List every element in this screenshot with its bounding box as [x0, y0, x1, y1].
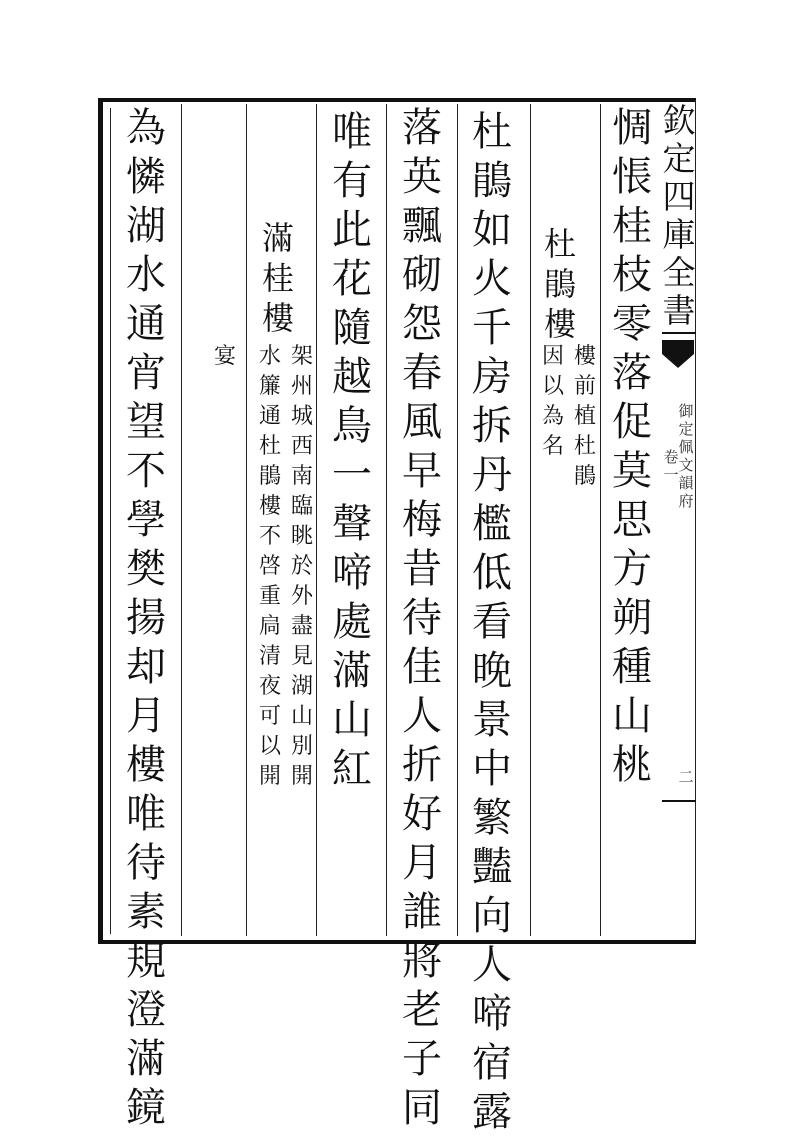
margin-rule — [662, 800, 696, 802]
text-column-5 — [330, 109, 374, 798]
glyph: 通 — [126, 301, 166, 347]
glyph: 扃 — [258, 614, 281, 639]
glyph: 人 — [472, 942, 512, 988]
glyph: 檻 — [472, 501, 512, 547]
glyph: 湖 — [290, 674, 313, 699]
note-column-left — [540, 346, 566, 466]
glyph: 滿 — [261, 219, 294, 257]
margin-page-number — [676, 770, 696, 788]
note-column-left — [258, 346, 282, 796]
glyph: 杜 — [573, 434, 596, 459]
glyph: 將 — [402, 938, 442, 984]
glyph: 杜 — [472, 109, 512, 155]
glyph: 素 — [126, 889, 166, 935]
glyph: 府 — [678, 492, 694, 510]
glyph: 別 — [290, 734, 313, 759]
text-column-8 — [124, 105, 168, 1137]
glyph: 揚 — [126, 595, 166, 641]
glyph: 樓 — [573, 344, 596, 369]
glyph: 中 — [472, 746, 512, 792]
text-column-1 — [610, 105, 654, 794]
glyph: 四 — [662, 177, 696, 216]
glyph: 前 — [573, 374, 596, 399]
column-rule — [316, 104, 317, 936]
heading-du-juan-lou — [540, 225, 580, 348]
glyph: 唯 — [332, 109, 372, 155]
glyph: 為 — [541, 404, 564, 429]
glyph: 火 — [472, 256, 512, 302]
glyph: 西 — [290, 434, 313, 459]
glyph: 繁 — [472, 795, 512, 841]
glyph: 樊 — [126, 546, 166, 592]
glyph: 桂 — [261, 259, 294, 297]
note-column-end — [212, 346, 238, 376]
heading-man-gui-lou — [258, 219, 298, 342]
glyph: 啼 — [332, 550, 372, 596]
glyph: 望 — [126, 399, 166, 445]
glyph: 早 — [402, 448, 442, 494]
glyph: 鵑 — [472, 158, 512, 204]
glyph: 越 — [332, 354, 372, 400]
column-rule — [530, 104, 531, 936]
column-rule — [246, 104, 247, 936]
glyph: 同 — [402, 1085, 442, 1131]
glyph: 却 — [126, 644, 166, 690]
glyph: 景 — [472, 697, 512, 743]
margin-book-title — [662, 101, 696, 332]
column-rule — [386, 104, 387, 936]
glyph: 露 — [472, 1089, 512, 1135]
glyph: 千 — [472, 305, 512, 351]
glyph: 水 — [258, 344, 281, 369]
glyph: 好 — [402, 791, 442, 837]
note-column-right — [290, 346, 314, 796]
glyph: 風 — [402, 399, 442, 445]
fish-tail-mark — [662, 340, 694, 380]
glyph: 低 — [472, 550, 512, 596]
glyph: 樓 — [258, 494, 281, 519]
glyph: 誰 — [402, 889, 442, 935]
glyph: 如 — [472, 207, 512, 253]
glyph: 思 — [612, 497, 652, 543]
glyph: 砌 — [402, 252, 442, 298]
glyph: 此 — [332, 207, 372, 253]
glyph: 全 — [662, 253, 696, 292]
glyph: 零 — [612, 301, 652, 347]
glyph: 種 — [612, 644, 652, 690]
glyph: 宵 — [126, 350, 166, 396]
glyph: 州 — [290, 374, 313, 399]
glyph: 御 — [678, 402, 694, 420]
glyph: 欽 — [662, 101, 696, 140]
glyph: 佳 — [402, 644, 442, 690]
glyph: 促 — [612, 399, 652, 445]
glyph: 豔 — [472, 844, 512, 890]
column-rule — [181, 104, 182, 936]
glyph: 山 — [612, 693, 652, 739]
glyph: 落 — [402, 105, 442, 151]
glyph: 待 — [126, 840, 166, 886]
glyph: 人 — [402, 693, 442, 739]
glyph: 不 — [126, 448, 166, 494]
glyph: 可 — [258, 704, 281, 729]
glyph: 於 — [290, 554, 313, 579]
glyph: 規 — [126, 938, 166, 984]
glyph: 因 — [541, 344, 564, 369]
glyph: 定 — [678, 420, 694, 438]
note-column-right — [572, 346, 598, 496]
glyph: 庫 — [662, 215, 696, 254]
glyph: 月 — [402, 840, 442, 886]
glyph: 滿 — [126, 1036, 166, 1082]
text-column-4 — [400, 105, 444, 1137]
glyph: 文 — [678, 456, 694, 474]
glyph: 莫 — [612, 448, 652, 494]
glyph: 眺 — [290, 524, 313, 549]
glyph: 杜 — [258, 434, 281, 459]
glyph: 南 — [290, 464, 313, 489]
page-border — [98, 98, 696, 944]
glyph: 待 — [402, 595, 442, 641]
glyph: 房 — [472, 354, 512, 400]
glyph: 開 — [258, 764, 281, 789]
margin-juan — [664, 450, 678, 486]
glyph: 名 — [541, 434, 564, 459]
margin-rule — [662, 332, 696, 334]
glyph: 水 — [126, 252, 166, 298]
glyph: 見 — [290, 644, 313, 669]
glyph: 宿 — [472, 1040, 512, 1086]
column-rule — [600, 104, 601, 936]
glyph: 鵑 — [543, 265, 576, 303]
column-rule — [457, 104, 458, 936]
glyph: 重 — [258, 584, 281, 609]
margin-book-name — [676, 404, 696, 512]
glyph: 夜 — [258, 674, 281, 699]
glyph: 卷 — [663, 448, 679, 466]
glyph: 啼 — [472, 991, 512, 1037]
glyph: 植 — [573, 404, 596, 429]
glyph: 鵑 — [258, 464, 281, 489]
glyph: 以 — [541, 374, 564, 399]
glyph: 佩 — [678, 438, 694, 456]
glyph: 湖 — [126, 203, 166, 249]
glyph: 杜 — [543, 225, 576, 263]
glyph: 春 — [402, 350, 442, 396]
glyph: 一 — [663, 466, 679, 484]
glyph: 為 — [126, 105, 166, 151]
glyph: 樓 — [261, 299, 294, 337]
glyph: 怨 — [402, 301, 442, 347]
glyph: 鳥 — [332, 403, 372, 449]
glyph: 學 — [126, 497, 166, 543]
glyph: 澄 — [126, 987, 166, 1033]
glyph: 一 — [332, 452, 372, 498]
glyph: 老 — [402, 987, 442, 1033]
glyph: 丹 — [472, 452, 512, 498]
glyph: 子 — [402, 1036, 442, 1082]
glyph: 朔 — [612, 595, 652, 641]
glyph: 臨 — [290, 494, 313, 519]
glyph: 花 — [332, 256, 372, 302]
glyph: 飄 — [402, 203, 442, 249]
glyph: 向 — [472, 893, 512, 939]
glyph: 唯 — [126, 791, 166, 837]
glyph: 桂 — [612, 203, 652, 249]
glyph: 憐 — [126, 154, 166, 200]
glyph: 清 — [258, 644, 281, 669]
glyph: 昔 — [402, 546, 442, 592]
glyph: 架 — [290, 344, 313, 369]
glyph: 啓 — [258, 554, 281, 579]
glyph: 樓 — [126, 742, 166, 788]
glyph: 通 — [258, 404, 281, 429]
glyph: 聲 — [332, 501, 372, 547]
glyph: 滿 — [332, 648, 372, 694]
glyph: 盡 — [290, 614, 313, 639]
glyph: 晚 — [472, 648, 512, 694]
inner-border-line — [110, 108, 111, 934]
glyph: 看 — [472, 599, 512, 645]
glyph: 簾 — [258, 374, 281, 399]
glyph: 處 — [332, 599, 372, 645]
glyph: 山 — [290, 704, 313, 729]
glyph: 梅 — [402, 497, 442, 543]
glyph: 方 — [612, 546, 652, 592]
glyph: 二 — [678, 768, 694, 786]
glyph: 不 — [258, 524, 281, 549]
glyph: 樓 — [543, 305, 576, 343]
glyph: 隨 — [332, 305, 372, 351]
glyph: 英 — [402, 154, 442, 200]
glyph: 落 — [612, 350, 652, 396]
glyph: 宴 — [213, 344, 236, 369]
glyph: 開 — [290, 764, 313, 789]
glyph: 鵑 — [573, 464, 596, 489]
glyph: 以 — [258, 734, 281, 759]
glyph: 定 — [662, 139, 696, 178]
glyph: 月 — [126, 693, 166, 739]
glyph: 鏡 — [126, 1085, 166, 1131]
text-column-3 — [470, 109, 514, 1141]
glyph: 有 — [332, 158, 372, 204]
glyph: 惆 — [612, 105, 652, 151]
glyph: 桃 — [612, 742, 652, 788]
glyph: 紅 — [332, 746, 372, 792]
glyph: 折 — [402, 742, 442, 788]
glyph: 拆 — [472, 403, 512, 449]
glyph: 城 — [290, 404, 313, 429]
glyph: 山 — [332, 697, 372, 743]
glyph: 悵 — [612, 154, 652, 200]
glyph: 韻 — [678, 474, 694, 492]
glyph: 書 — [662, 291, 696, 330]
glyph: 外 — [290, 584, 313, 609]
glyph: 枝 — [612, 252, 652, 298]
